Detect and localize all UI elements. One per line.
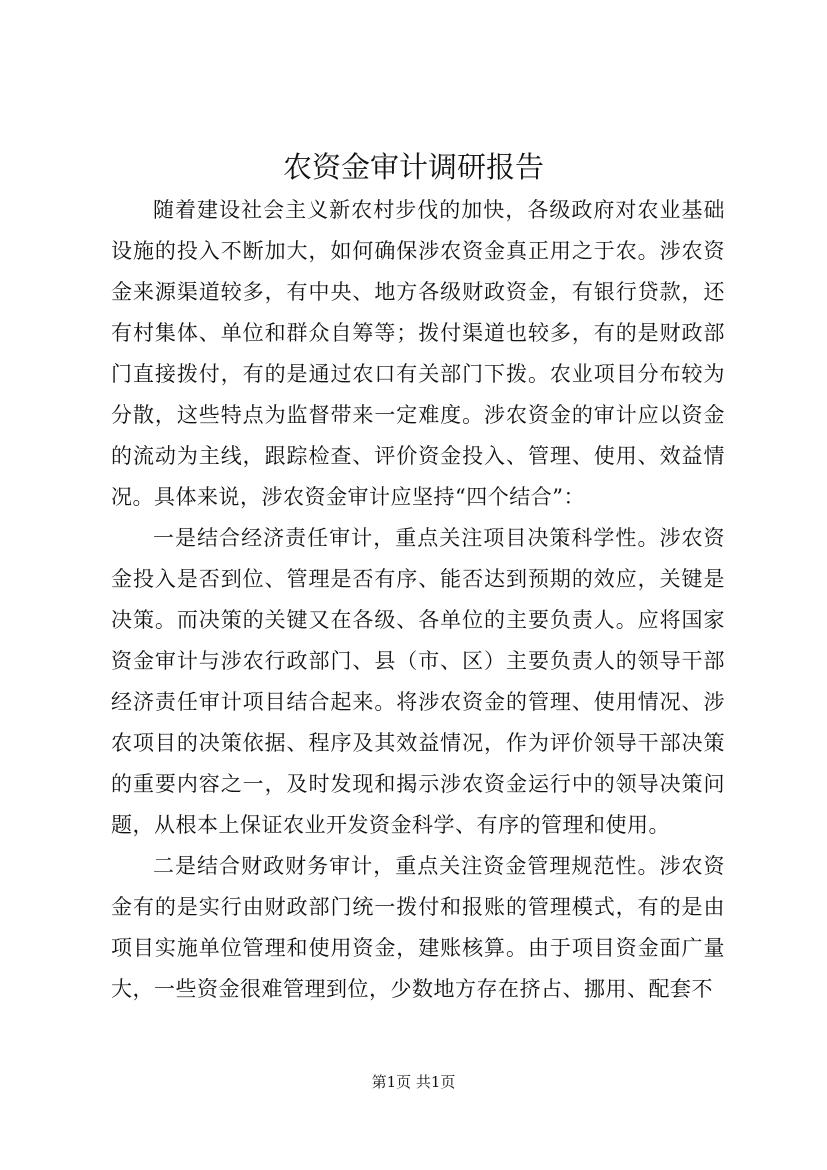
page-footer: 第1页 共1页 (371, 1073, 456, 1091)
paragraph-second-point: 二是结合财政财务审计，重点关注资金管理规范性。涉农资金有的是实行由财政部门统一拨付和报账的管理模式，有的是由项目实施单位管理和使用资金，建账核算。由于项目资金面广量大，一些资金很难管理到位，少数地方存在挤占、挪用、配套不 (111, 854, 725, 1001)
document-title: 农资金审计调研报告 (282, 150, 544, 184)
paragraph-intro: 随着建设社会主义新农村步伐的加快，各级政府对农业基础设施的投入不断加大，如何确保涉农资金真正用之于农。涉农资金来源渠道较多，有中央、地方各级财政资金，有银行贷款，还有村集体、单位和群众自筹等；拨付渠道也较多，有的是财政部门直接拨付，有的是通过农口有关部门下拨。农业项目分布较为分散，这些特点为监督带来一定难度。涉农资金的审计应以资金的流动为主线，跟踪检查、评价资金投入、管理、使用、效益情况。具体来说，涉农资金审计应坚持“四个结合”： (111, 198, 725, 509)
document-body (111, 190, 725, 1010)
paragraph-first-point: 一是结合经济责任审计，重点关注项目决策科学性。涉农资金投入是否到位、管理是否有序、能否达到预期的效应，关键是决策。而决策的关键又在各级、各单位的主要负责人。应将国家资金审计与涉农行政部门、县（市、区）主要负责人的领导干部经济责任审计项目结合起来。将涉农资金的管理、使用情况、涉农项目的决策依据、程序及其效益情况，作为评价领导干部决策的重要内容之一，及时发现和揭示涉农资金运行中的领导决策问题，从根本上保证农业开发资金科学、有序的管理和使用。 (111, 526, 725, 837)
